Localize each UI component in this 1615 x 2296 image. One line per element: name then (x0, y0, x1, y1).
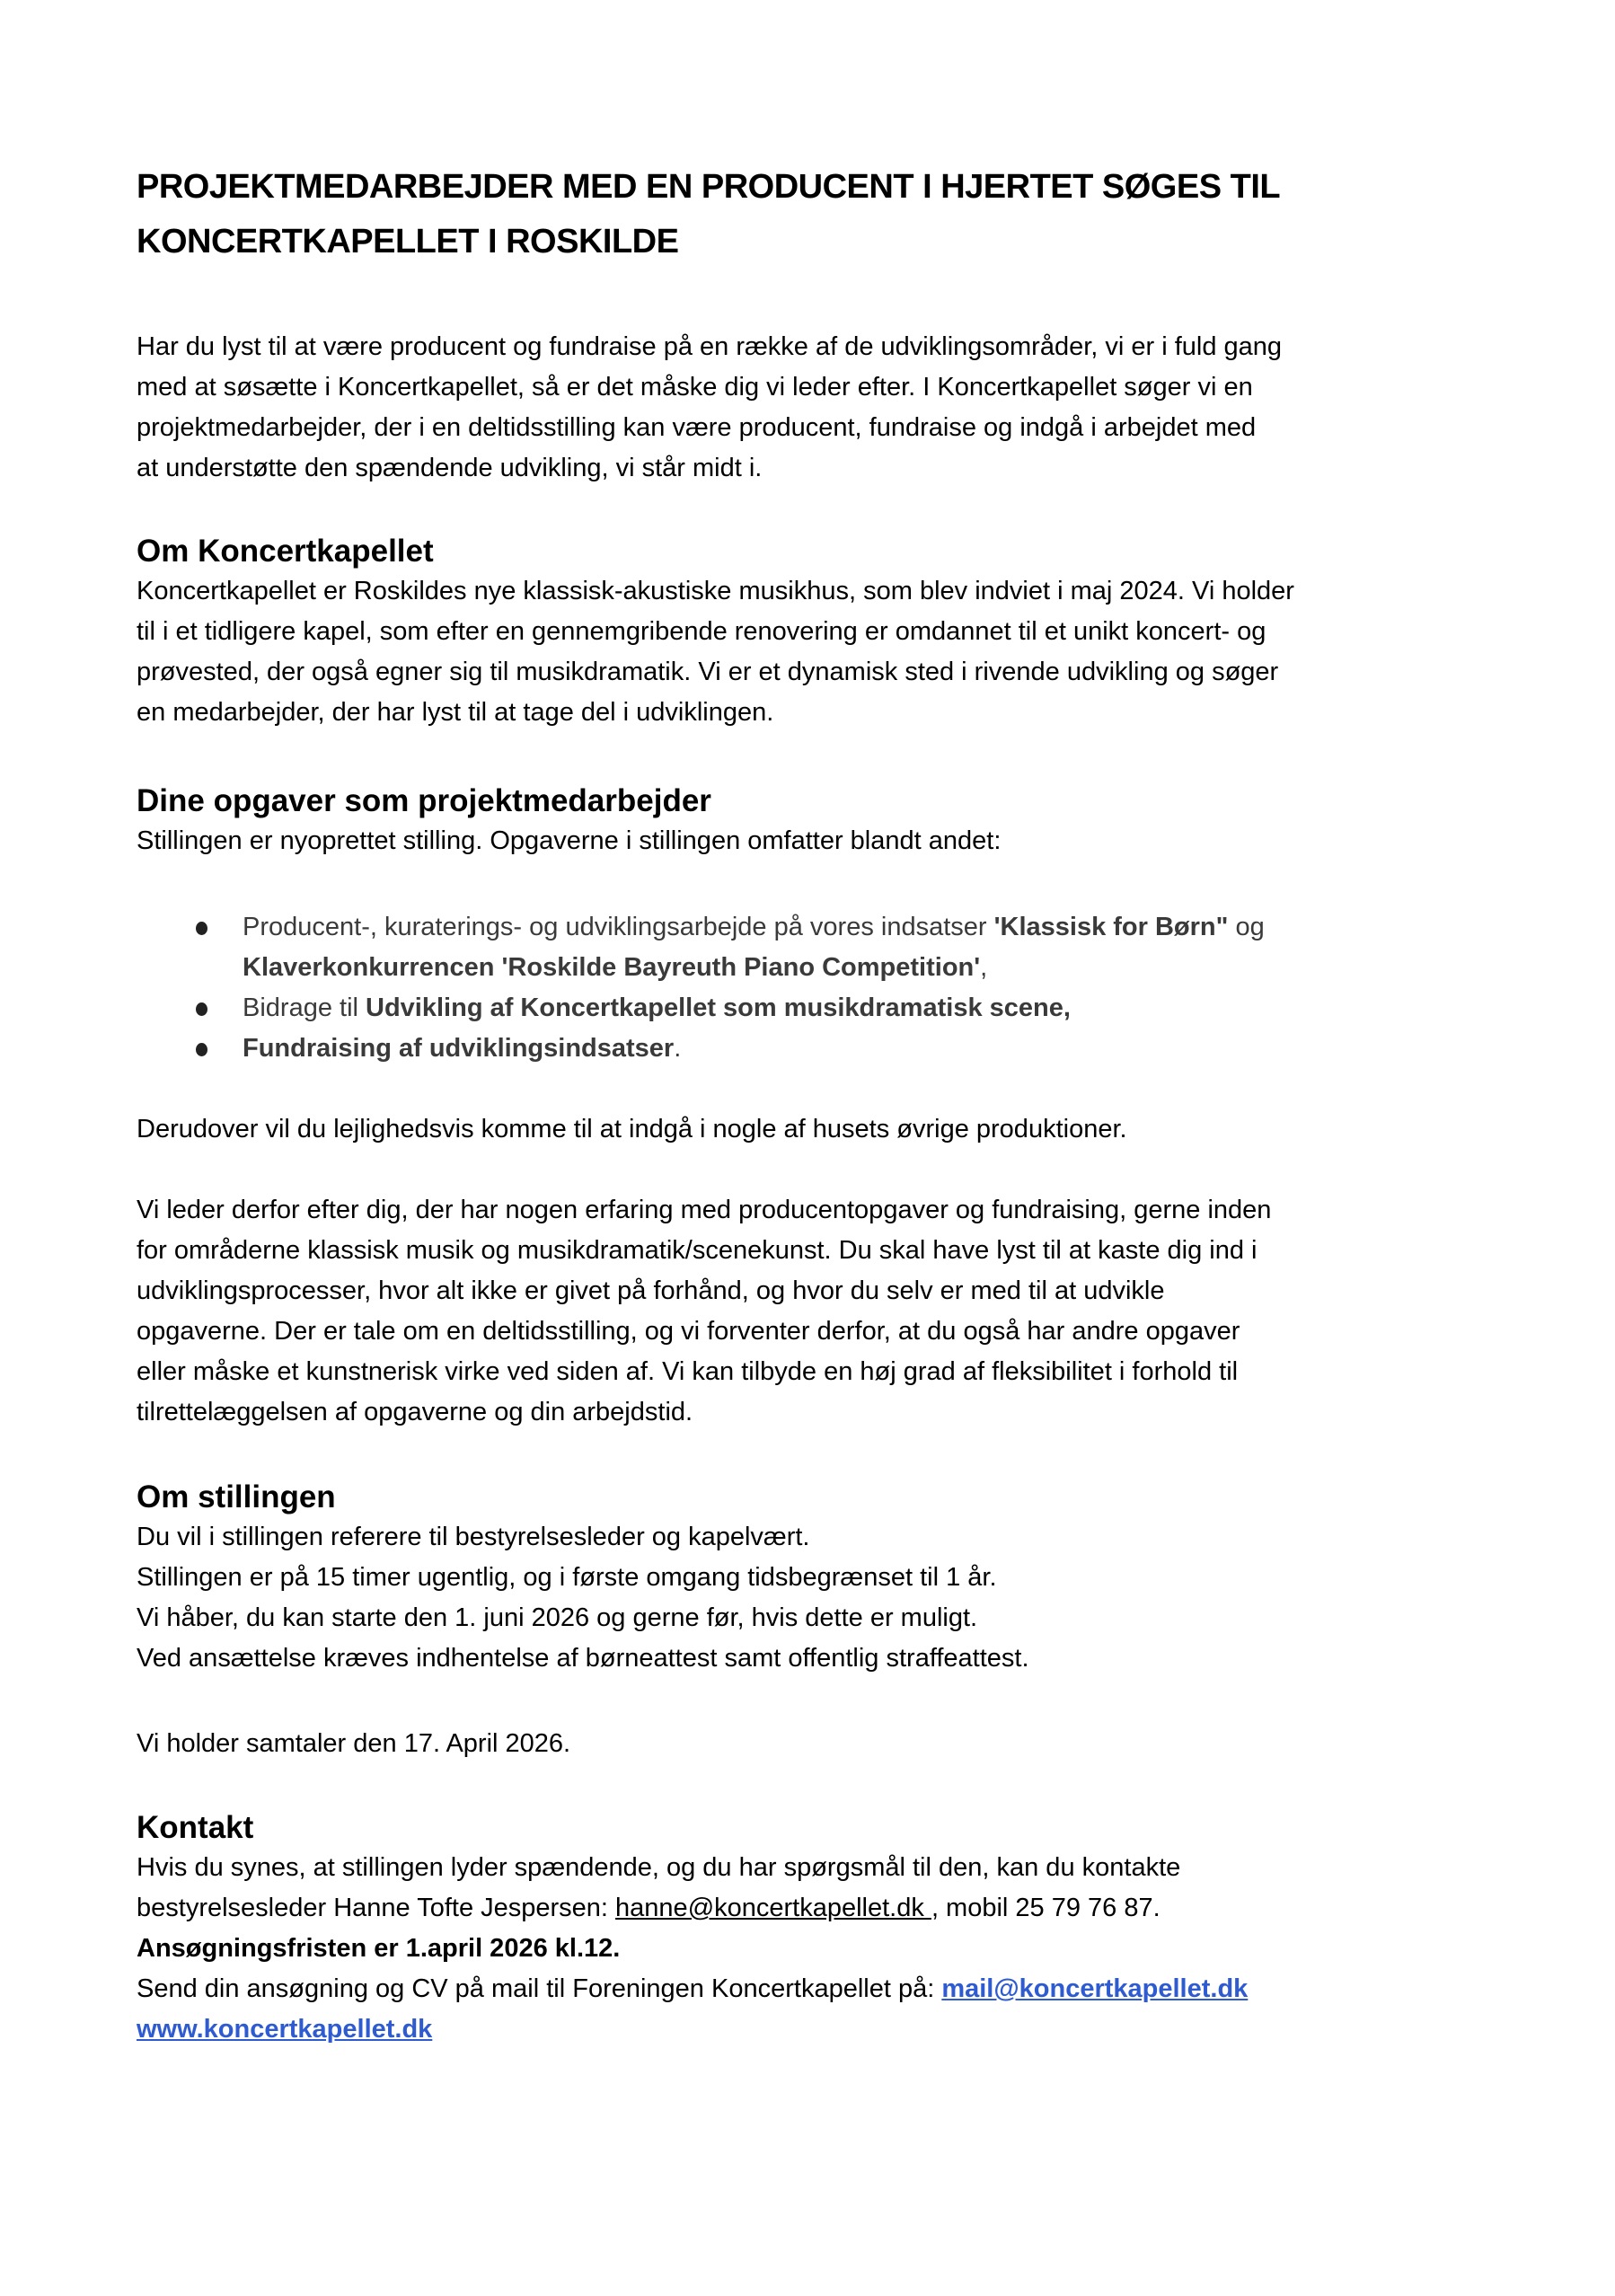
profile-paragraph (137, 1190, 1271, 1433)
text-line: for områderne klassisk musik og musikdramatik/scenekunst. Du skal have lyst til at kaste dig ind i (137, 1236, 1258, 1265)
text-line: Hvis du synes, at stillingen lyder spændende, og du har spørgsmål til den, kan du kontakte (137, 1853, 1181, 1882)
list-item-continuation (144, 948, 1265, 988)
bold-text: Fundraising af udviklingsindsatser (243, 1034, 675, 1063)
bullet-icon (196, 1043, 207, 1056)
bullet-icon (196, 1002, 207, 1016)
deadline-text: Ansøgningsfristen er 1.april 2026 kl.12. (137, 1934, 621, 1963)
text-line: Vi leder derfor efter dig, der har nogen erfaring med producentopgaver og fundraising, gerne inden (137, 1196, 1272, 1224)
list-item (144, 988, 1265, 1029)
task-list (144, 907, 1265, 1069)
text-line: opgaverne. Der er tale om en deltidsstilling, og vi forventer derfor, at du også har andre opgaver (137, 1317, 1240, 1346)
text-line: Stillingen er nyoprettet stilling. Opgaverne i stillingen omfatter blandt andet: (137, 826, 1002, 855)
contact-email-link[interactable]: hanne@koncertkapellet.dk (615, 1894, 931, 1922)
text-line: tilrettelæggelsen af opgaverne og din arbejdstid. (137, 1398, 693, 1426)
tasks-section (137, 781, 1001, 861)
text-line: udviklingsprocesser, hvor alt ikke er givet på forhånd, og hvor du selv er med til at udvikle (137, 1276, 1165, 1305)
text: , (980, 953, 988, 982)
list-item (144, 1029, 1265, 1069)
website-link[interactable]: www.koncertkapellet.dk (137, 2015, 433, 2044)
text-line: til i et tidligere kapel, som efter en gennemgribende renovering er omdannet til et unikt koncert- og (137, 617, 1266, 646)
text: bestyrelsesleder Hanne Tofte Jespersen: (137, 1894, 616, 1922)
text: , mobil 25 79 76 87. (931, 1894, 1161, 1922)
text-line (137, 1969, 1248, 2009)
text-line: med at søsætte i Koncertkapellet, så er det måske dig vi leder efter. I Koncertkapellet søger vi en (137, 373, 1253, 402)
application-email-link[interactable]: mail@koncertkapellet.dk (941, 1974, 1249, 2003)
text-line: Har du lyst til at være producent og fundraise på en række af de udviklingsområder, vi er i fuld gang (137, 332, 1283, 361)
text-line: at understøtte den spændende udvikling, vi står midt i. (137, 454, 763, 482)
after-text (137, 1109, 1127, 1150)
text: . (674, 1034, 682, 1063)
text-line: Stillingen er på 15 timer ugentlig, og i første omgang tidsbegrænset til 1 år. (137, 1563, 997, 1592)
bold-text: Udvikling af Koncertkapellet som musikdramatisk scene, (366, 993, 1071, 1022)
section-heading: Om Koncertkapellet (137, 534, 434, 569)
text-line: projektmedarbejder, der i en deltidsstilling kan være producent, fundraise og indgå i arbejdet med (137, 413, 1257, 442)
bold-text: Klaverkonkurrencen 'Roskilde Bayreuth Piano Competition' (243, 953, 981, 982)
position-section (137, 1477, 1029, 1679)
text: og (1228, 913, 1265, 941)
text-line (137, 1888, 1248, 1929)
text-line: Koncertkapellet er Roskildes nye klassisk-akustiske musikhus, som blev indviet i maj 2024. Vi holder (137, 577, 1294, 605)
interviews-text (137, 1724, 570, 1764)
text-line: en medarbejder, der har lyst til at tage del i udviklingen. (137, 698, 774, 727)
title-line: PROJEKTMEDARBEJDER MED EN PRODUCENT I HJERTET SØGES TIL (137, 168, 1281, 206)
bullet-icon (196, 922, 207, 935)
text-line: prøvested, der også egner sig til musikdramatik. Vi er et dynamisk sted i rivende udvikling og søger (137, 658, 1279, 686)
about-section (137, 531, 1294, 733)
bold-text: 'Klassisk for Børn" (993, 913, 1229, 941)
text-line: eller måske et kunstnerisk virke ved siden af. Vi kan tilbyde en høj grad af fleksibilitet i forhold til (137, 1357, 1239, 1386)
text: Bidrage til (243, 993, 366, 1022)
text-line: Vi holder samtaler den 17. April 2026. (137, 1729, 571, 1758)
list-item (144, 907, 1265, 948)
text: Producent-, kuraterings- og udviklingsarbejde på vores indsatser (243, 913, 994, 941)
section-heading: Kontakt (137, 1810, 254, 1845)
text-line: Derudover vil du lejlighedsvis komme til at indgå i nogle af husets øvrige produktioner. (137, 1115, 1127, 1144)
contact-section (137, 1807, 1248, 2050)
text: Send din ansøgning og CV på mail til Foreningen Koncertkapellet på: (137, 1974, 942, 2003)
page-title (137, 160, 1280, 269)
section-heading: Om stillingen (137, 1479, 336, 1514)
text-line: Vi håber, du kan starte den 1. juni 2026 og gerne før, hvis dette er muligt. (137, 1603, 978, 1632)
title-line: KONCERTKAPELLET I ROSKILDE (137, 223, 679, 261)
section-heading: Dine opgaver som projektmedarbejder (137, 783, 711, 818)
text-line (137, 2009, 1248, 2050)
text-line: Du vil i stillingen referere til bestyrelsesleder og kapelvært. (137, 1523, 810, 1551)
intro-paragraph (137, 327, 1282, 489)
text-line: Ved ansættelse kræves indhentelse af børneattest samt offentlig straffeattest. (137, 1644, 1029, 1673)
